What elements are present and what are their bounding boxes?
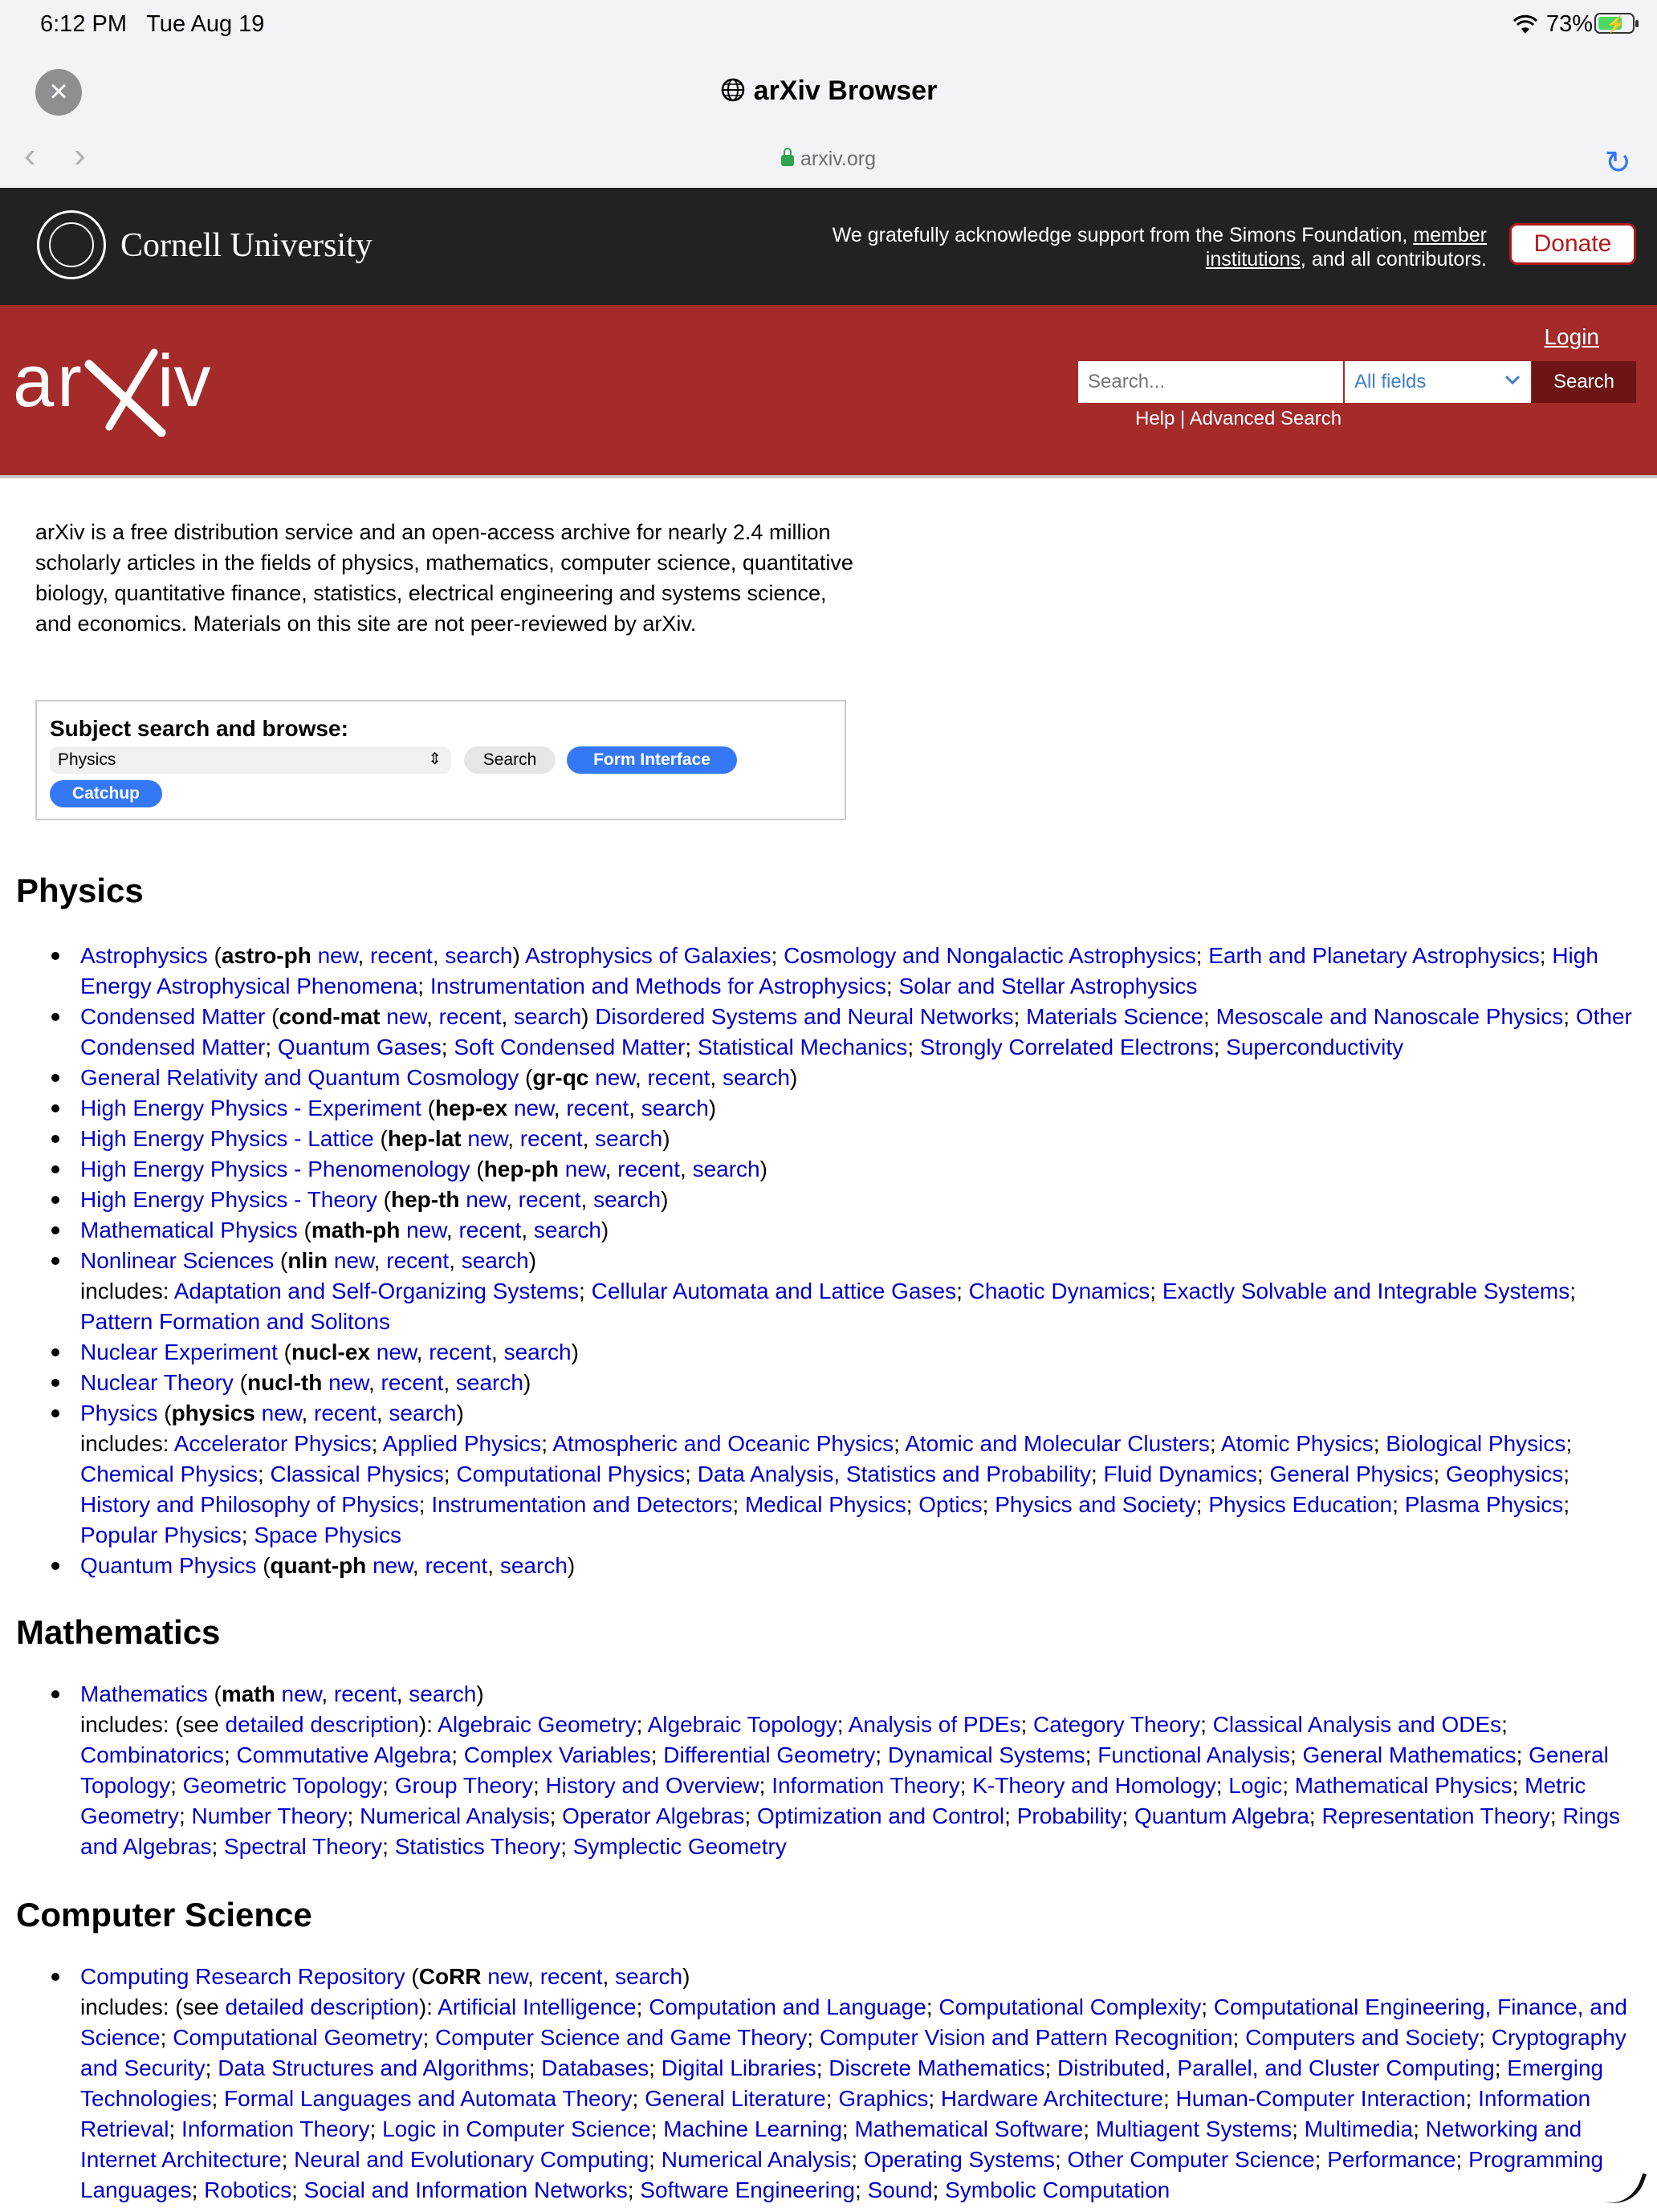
subcategory-link[interactable]: Applied Physics [382,1431,542,1456]
subcategory-link[interactable]: Human-Computer Interaction [1175,2086,1466,2111]
new-link[interactable]: new [328,1370,368,1395]
category-code: physics [171,1401,255,1425]
category-code: math [221,1681,275,1706]
subcategory-link[interactable]: Operating Systems [863,2147,1055,2172]
subcategory-link[interactable]: Geophysics [1445,1462,1564,1486]
category-code: astro-ph [221,943,311,968]
subcategory-link[interactable]: Quantum Gases [277,1035,442,1059]
section-title-mathematics: Mathematics [16,1613,221,1651]
recent-link[interactable]: recent [566,1096,629,1120]
help-links: Help | Advanced Search [1135,408,1342,429]
subcategory-link[interactable]: Classical Analysis and ODEs [1212,1712,1502,1737]
member-institutions-link[interactable]: member institutions [1205,224,1487,270]
category-link[interactable]: Nuclear Theory [80,1370,234,1395]
subcategory-link[interactable]: Space Physics [254,1523,401,1547]
recent-link[interactable]: recent [518,1187,581,1212]
subcategory-link[interactable]: Sound [867,2177,933,2202]
subcategory-link[interactable]: Classical Physics [270,1462,444,1486]
category-link[interactable]: Computing Research Repository [80,1964,405,1989]
recent-link[interactable]: recent [617,1157,681,1181]
subcategory-link[interactable]: Algebraic Geometry [438,1712,637,1737]
lock-icon [781,155,794,166]
subcategory-link[interactable]: Analysis of PDEs [848,1712,1021,1737]
recent-link[interactable]: recent [429,1340,492,1364]
subcategory-link[interactable]: Statistics Theory [394,1834,561,1859]
search-link[interactable]: search [409,1681,477,1706]
login-link[interactable]: Login [1544,324,1599,349]
subcategory-link[interactable]: Optimization and Control [756,1803,1005,1828]
subcategory-link[interactable]: Optics [918,1492,983,1517]
subcategory-link[interactable]: Computational Physics [456,1462,686,1486]
forward-icon[interactable]: › [74,136,86,175]
category-code: hep-ph [483,1157,560,1181]
detailed-description-link[interactable]: detailed description [225,1994,419,2019]
category-item: High Energy Physics - Experiment (hep-ex new, recent, search) [0,1093,1638,1124]
catchup-button[interactable]: Catchup [50,780,162,807]
detailed-description-link[interactable]: detailed description [225,1712,419,1737]
help-link[interactable]: Help [1135,408,1175,429]
search-link[interactable]: search [533,1218,601,1242]
category-code: nlin [287,1248,328,1273]
category-code: hep-ex [434,1096,508,1120]
category-link[interactable]: Mathematics [80,1681,208,1706]
subcategory-link[interactable]: Other Condensed Matter [80,1004,1632,1059]
search-link[interactable]: search [503,1340,572,1364]
subcategory-link[interactable]: Logic [1228,1773,1283,1798]
search-input[interactable] [1078,361,1343,403]
subcategory-link[interactable]: Software Engineering [640,2177,856,2202]
recent-link[interactable]: recent [438,1004,502,1029]
new-link[interactable]: new [466,1187,507,1212]
subcategory-link[interactable]: Statistical Mechanics [697,1035,908,1059]
subcategory-link[interactable]: Group Theory [394,1773,533,1798]
subcategory-link[interactable]: Computer Vision and Pattern Recognition [819,2025,1233,2050]
subcategory-link[interactable]: Earth and Planetary Astrophysics [1208,943,1540,968]
subcategory-link[interactable]: Quantum Algebra [1134,1803,1309,1828]
subcategory-link[interactable]: Logic in Computer Science [382,2116,651,2141]
new-link[interactable]: new [487,1964,528,1989]
recent-link[interactable]: recent [519,1126,583,1151]
subcategory-link[interactable]: Pattern Formation and Solitons [80,1309,390,1334]
subcategory-link[interactable]: K-Theory and Homology [972,1773,1216,1798]
subcategory-link[interactable]: Machine Learning [663,2116,842,2141]
category-link[interactable]: Condensed Matter [80,1004,266,1029]
intro-text: arXiv is a free distribution service and an open-access archive for nearly 2.4 million scholarly articles in the fields of physics, mathematics, computer science, quantitative biology, quantitative finance, statistics, electrical engineering and systems science, and economics. Materials on this site are not peer-reviewed by arXiv. [35,520,853,636]
category-item: Condensed Matter (cond-mat new, recent, search) Disordered Systems and Neural Networks; Materials Science; Mesoscale and Nanoscale Physics; Other Condensed Matter; Quantum Gases; Soft Condensed Matter; Statistical Mechanics; Strongly Correlated Electrons; Superconductivity [0,1002,1638,1063]
svg-text:ar: ar [13,340,85,422]
subcategory-link[interactable]: Information Theory [181,2116,370,2141]
subcategory-link[interactable]: Metric Geometry [80,1773,1586,1828]
subcategory-link[interactable]: Digital Libraries [661,2055,816,2080]
subcategory-link[interactable]: Fluid Dynamics [1103,1462,1257,1486]
arxiv-header [0,305,1657,478]
subcategory-link[interactable]: Dynamical Systems [887,1742,1085,1767]
subcategory-link[interactable]: Computational Geometry [173,2025,423,2050]
subcategory-link[interactable]: Algebraic Topology [647,1712,837,1737]
physics-list [0,941,1638,1581]
category-code: nucl-th [247,1370,323,1395]
subcategory-link[interactable]: General Topology [80,1742,1609,1798]
search-link[interactable]: search [615,1964,683,1989]
cornell-banner [0,188,1657,305]
category-item: High Energy Physics - Phenomenology (hep-ph new, recent, search) [0,1154,1638,1185]
mathematics-list [0,1679,1638,1862]
subcategory-link[interactable]: Functional Analysis [1097,1742,1290,1767]
subcategory-link[interactable]: Materials Science [1026,1004,1204,1029]
form-interface-button[interactable]: Form Interface [567,746,737,774]
subcategory-link[interactable]: Solar and Stellar Astrophysics [898,974,1198,998]
category-link[interactable]: Physics [80,1401,158,1425]
section-title-computer-science: Computer Science [16,1896,312,1933]
new-link[interactable]: new [261,1401,302,1425]
recent-link[interactable]: recent [425,1553,488,1578]
category-code: hep-lat [387,1126,462,1151]
category-item: Mathematical Physics (math-ph new, recent, search) [0,1215,1638,1246]
status-time: 6:12 PM Tue Aug 19 [40,11,265,37]
subcategory-link[interactable]: Computers and Society [1245,2025,1480,2050]
subcategory-link[interactable]: Chaotic Dynamics [968,1279,1150,1303]
subject-browse-box [35,700,846,820]
subcategory-link[interactable]: Emerging Technologies [80,2055,1604,2111]
new-link[interactable]: new [595,1065,635,1090]
cornell-name[interactable]: Cornell University [120,227,373,264]
category-item: Quantum Physics (quant-ph new, recent, search) [0,1551,1638,1581]
subcategory-link[interactable]: Computational Complexity [938,1994,1202,2019]
new-link[interactable]: new [513,1096,554,1120]
subcategory-link[interactable]: Atomic Physics [1220,1431,1374,1456]
category-link[interactable]: Nuclear Experiment [80,1340,278,1364]
arxiv-logo[interactable] [13,332,238,437]
status-bar [0,0,1657,51]
category-code: hep-th [390,1187,460,1212]
category-code: CoRR [418,1964,482,1989]
search-link[interactable]: search [499,1553,568,1578]
subcategory-link[interactable]: General Physics [1269,1462,1434,1486]
subcategory-link[interactable]: Information Retrieval [80,2086,1591,2141]
recent-link[interactable]: recent [314,1401,377,1425]
category-link[interactable]: High Energy Physics - Lattice [80,1126,374,1151]
cornell-seal-icon[interactable] [37,210,106,279]
subcategory-link[interactable]: Rings and Algebras [80,1803,1620,1859]
close-icon[interactable]: × [35,69,82,116]
globe-icon [720,77,746,103]
subcategory-link[interactable]: Programming Languages [80,2147,1604,2202]
subcategory-link[interactable]: Hardware Architecture [940,2086,1163,2111]
category-code: nucl-ex [291,1340,371,1364]
battery-icon [1594,13,1635,34]
search-link[interactable]: search [514,1004,582,1029]
search-link[interactable]: search [445,943,513,968]
recent-link[interactable]: recent [458,1218,522,1242]
subcategory-link[interactable]: Numerical Analysis [661,2147,852,2172]
subcategory-link[interactable]: Mathematical Physics [1294,1773,1512,1798]
new-link[interactable]: new [406,1218,446,1242]
subcategory-link[interactable]: Physics Education [1208,1492,1393,1517]
category-item: Physics (physics new, recent, search) includes: Accelerator Physics; Applied Physics; Atmospheric and Oceanic Physics; Atomic and Molecular Clusters; Atomic Physics; Biological Physics; Chemical Physics; Classical Physics; Computational Physics; Data Analysis, Statistics and Probability; Fluid Dynamics; General Physics; Geophysics; History and Philosophy of Physics; Instrumentation and Detectors; Medical Physics; Optics; Physics and Society; Physics Education; Plasma Physics; Popular Physics; Space Physics [0,1398,1638,1551]
battery-percent: 73% [1545,11,1593,37]
category-code: math-ph [311,1218,401,1242]
category-link[interactable]: High Energy Physics - Theory [80,1187,377,1212]
category-code: quant-ph [270,1553,367,1578]
subcategory-link[interactable]: General Literature [645,2086,826,2111]
subject-select[interactable]: Physics ⇕ [50,746,451,774]
subcategory-link[interactable]: Computer Science and Game Theory [435,2025,808,2050]
subcategory-link[interactable]: Plasma Physics [1404,1492,1564,1517]
category-item: Nuclear Theory (nucl-th new, recent, search) [0,1368,1638,1398]
subcategory-link[interactable]: Cellular Automata and Lattice Gases [591,1279,957,1303]
subcategory-link[interactable]: Atomic and Molecular Clusters [905,1431,1210,1456]
subcategory-link[interactable]: Soft Condensed Matter [454,1035,686,1059]
subcategory-link[interactable]: Discrete Mathematics [828,2055,1045,2080]
subcategory-link[interactable]: Chemical Physics [80,1462,258,1486]
status-right [1512,11,1593,38]
subcategory-link[interactable]: Popular Physics [80,1523,242,1547]
category-link[interactable]: Nonlinear Sciences [80,1248,275,1273]
new-link[interactable]: new [333,1248,374,1273]
subcategory-link[interactable]: Computation and Language [649,1994,926,2019]
category-code: cond-mat [279,1004,381,1029]
subcategory-link[interactable]: Probability [1016,1803,1122,1828]
category-link[interactable]: High Energy Physics - Phenomenology [80,1157,470,1181]
svg-text:iv: iv [157,340,211,422]
section-title-physics: Physics [16,872,144,909]
subcategory-link[interactable]: Disordered Systems and Neural Networks [595,1004,1014,1029]
search-link[interactable]: search [722,1065,790,1090]
search-link[interactable]: search [593,1187,662,1212]
subcategory-link[interactable]: Representation Theory [1321,1803,1550,1828]
recent-link[interactable]: recent [386,1248,450,1273]
subcategory-link[interactable]: Strongly Correlated Electrons [919,1035,1214,1059]
chevron-down-icon [1504,371,1521,388]
search-link[interactable]: search [641,1096,709,1120]
subcategory-link[interactable]: Astrophysics of Galaxies [525,943,772,968]
subcategory-link[interactable]: Other Computer Science [1067,2147,1315,2172]
subcategory-link[interactable]: Databases [541,2055,649,2080]
recent-link[interactable]: recent [381,1370,444,1395]
subcategory-link[interactable]: Distributed, Parallel, and Cluster Computing [1057,2055,1495,2080]
subcategory-link[interactable]: Neural and Evolutionary Computing [294,2147,649,2172]
subcategory-link[interactable]: Cryptography and Security [80,2025,1626,2080]
search-link[interactable]: search [389,1401,457,1425]
recent-link[interactable]: recent [647,1065,710,1090]
subcategory-link[interactable]: Graphics [838,2086,929,2111]
browser-toolbar [0,51,1657,188]
subcategory-link[interactable]: Superconductivity [1226,1035,1404,1059]
subcategory-link[interactable]: Spectral Theory [224,1834,383,1859]
subcategory-link[interactable]: Geometric Topology [182,1773,383,1798]
subject-search-button[interactable]: Search [464,746,556,774]
subcategory-link[interactable]: High Energy Astrophysical Phenomena [80,943,1598,998]
back-icon[interactable]: ‹ [24,136,36,175]
subcategory-link[interactable]: History and Overview [545,1773,759,1798]
subcategory-link[interactable]: Medical Physics [744,1492,906,1517]
subcategory-link[interactable]: General Mathematics [1302,1742,1517,1767]
computer-science-list [0,1962,1638,2206]
browser-title: arXiv Browser [0,75,1657,107]
subcategory-link[interactable]: History and Philosophy of Physics [80,1492,419,1517]
field-select[interactable]: All fields [1345,361,1531,403]
subcategory-link[interactable]: Physics and Society [995,1492,1196,1517]
subcategory-link[interactable]: Symplectic Geometry [572,1834,787,1859]
recent-link[interactable]: recent [333,1681,397,1706]
search-button[interactable]: Search [1532,361,1636,403]
category-item: Nonlinear Sciences (nlin new, recent, search) includes: Adaptation and Self-Organizing Systems; Cellular Automata and Lattice Gases; Chaotic Dynamics; Exactly Solvable and Integrable Systems; Pattern Formation and Solitons [0,1246,1638,1337]
charging-icon: ⚡ [1606,16,1626,34]
subcategory-link[interactable]: Complex Variables [463,1742,651,1767]
subcategory-link[interactable]: Adaptation and Self-Organizing Systems [173,1279,580,1303]
category-code: gr-qc [532,1065,589,1090]
updown-icon: ⇕ [428,750,442,768]
subcategory-link[interactable]: Multimedia [1304,2116,1414,2141]
subject-browse-title: Subject search and browse: [50,716,348,741]
new-link[interactable]: new [467,1126,508,1151]
subcategory-link[interactable]: Computational Engineering, Finance, and Science [80,1994,1627,2050]
category-item: Computing Research Repository (CoRR new, recent, search) includes: (see detailed description): Artificial Intelligence; Computation and Language; Computational Complexity; Computational Engineering, Finance, and Science; Computational Geometry; Computer Science and Game Theory; Computer Vision and Pattern Recognition; Computers and Society; Cryptography and Security; Data Structures and Algorithms; Databases; Digital Libraries; Discrete Mathematics; Distributed, Parallel, and Cluster Computing; Emerging Technologies; Formal Languages and Automata Theory; General Literature; Graphics; Hardware Architecture; Human-Computer Interaction; Information Retrieval; Information Theory; Logic in Computer Science; Machine Learning; Mathematical Software; Multiagent Systems; Multimedia; Networking and Internet Architecture; Neural and Evolutionary Computing; Numerical Analysis; Operating Systems; Other Computer Science; Performance; Programming Languages; Robotics; Social and Information Networks; Software Engineering; Sound; Symbolic Computation [0,1962,1638,2206]
new-link[interactable]: new [373,1553,413,1578]
subcategory-link[interactable]: Number Theory [191,1803,348,1828]
category-link[interactable]: Mathematical Physics [80,1218,298,1242]
subcategory-link[interactable]: Performance [1327,2147,1456,2172]
wifi-icon [1512,14,1538,35]
subcategory-link[interactable]: Instrumentation and Methods for Astrophysics [430,974,886,998]
subcategory-link[interactable]: Mesoscale and Nanoscale Physics [1215,1004,1564,1029]
address-bar[interactable]: arxiv.org [0,148,1657,171]
category-item: General Relativity and Quantum Cosmology (gr-qc new, recent, search) [0,1063,1638,1093]
subcategory-link[interactable]: Social and Information Networks [303,2177,628,2202]
new-link[interactable]: new [564,1157,605,1181]
new-link[interactable]: new [376,1340,417,1364]
subcategory-link[interactable]: Category Theory [1033,1712,1201,1737]
subcategory-link[interactable]: Artificial Intelligence [438,1994,637,2019]
search-link[interactable]: search [595,1126,663,1151]
category-item: Nuclear Experiment (nucl-ex new, recent, search) [0,1337,1638,1368]
subcategory-link[interactable]: Symbolic Computation [945,2177,1170,2202]
category-item: High Energy Physics - Lattice (hep-lat new, recent, search) [0,1124,1638,1154]
subcategory-link[interactable]: Atmospheric and Oceanic Physics [552,1431,894,1456]
new-link[interactable]: new [281,1681,322,1706]
search-link[interactable]: search [461,1248,529,1273]
search-link[interactable]: search [455,1370,523,1395]
subcategory-link[interactable]: Data Structures and Algorithms [218,2055,529,2080]
subcategory-link[interactable]: Combinatorics [80,1742,224,1767]
subcategory-link[interactable]: Cosmology and Nongalactic Astrophysics [784,943,1196,968]
category-link[interactable]: General Relativity and Quantum Cosmology [80,1065,519,1090]
subcategory-link[interactable]: Instrumentation and Detectors [431,1492,733,1517]
subcategory-link[interactable]: Robotics [204,2177,292,2202]
new-link[interactable]: new [317,943,358,968]
recent-link[interactable]: recent [370,943,433,968]
subcategory-link[interactable]: Operator Algebras [562,1803,745,1828]
subcategory-link[interactable]: Formal Languages and Automata Theory [224,2086,633,2111]
search-link[interactable]: search [692,1157,760,1181]
acknowledgement: We gratefully acknowledge support from the Simons Foundation, member institutions, and all contributors. [832,224,1487,270]
subcategory-link[interactable]: Information Theory [772,1773,960,1798]
category-item: High Energy Physics - Theory (hep-th new, recent, search) [0,1185,1638,1215]
subcategory-link[interactable]: Data Analysis, Statistics and Probability [697,1462,1091,1486]
subcategory-link[interactable]: Exactly Solvable and Integrable Systems [1162,1279,1570,1303]
recent-link[interactable]: recent [539,1964,603,1989]
subcategory-link[interactable]: Differential Geometry [663,1742,876,1767]
category-link[interactable]: Quantum Physics [80,1553,257,1578]
advanced-search-link[interactable]: Advanced Search [1189,408,1342,429]
subcategory-link[interactable]: Networking and Internet Architecture [80,2116,1582,2172]
subcategory-link[interactable]: Accelerator Physics [173,1431,372,1456]
category-item: Mathematics (math new, recent, search) includes: (see detailed description): Algebraic Geometry; Algebraic Topology; Analysis of PDEs; Category Theory; Classical Analysis and ODEs; Combinatorics; Commutative Algebra; Complex Variables; Differential Geometry; Dynamical Systems; Functional Analysis; General Mathematics; General Topology; Geometric Topology; Group Theory; History and Overview; Information Theory; K-Theory and Homology; Logic; Mathematical Physics; Metric Geometry; Number Theory; Numerical Analysis; Operator Algebras; Optimization and Control; Probability; Quantum Algebra; Representation Theory; Rings and Algebras; Spectral Theory; Statistics Theory; Symplectic Geometry [0,1679,1638,1862]
subcategory-link[interactable]: Biological Physics [1386,1431,1566,1456]
subcategory-link[interactable]: Multiagent Systems [1095,2116,1293,2141]
subcategory-link[interactable]: Numerical Analysis [360,1803,550,1828]
category-link[interactable]: High Energy Physics - Experiment [80,1096,421,1120]
donate-button[interactable]: Donate [1509,223,1636,265]
subcategory-link[interactable]: Commutative Algebra [236,1742,452,1767]
category-link[interactable]: Astrophysics [80,943,208,968]
category-item: Astrophysics (astro-ph new, recent, search) Astrophysics of Galaxies; Cosmology and Nongalactic Astrophysics; Earth and Planetary Astrophysics; High Energy Astrophysical Phenomena; Instrumentation and Methods for Astrophysics; Solar and Stellar Astrophysics [0,941,1638,1002]
subcategory-link[interactable]: Mathematical Software [854,2116,1084,2141]
new-link[interactable]: new [386,1004,427,1029]
reload-icon[interactable]: ↻ [1604,145,1631,181]
